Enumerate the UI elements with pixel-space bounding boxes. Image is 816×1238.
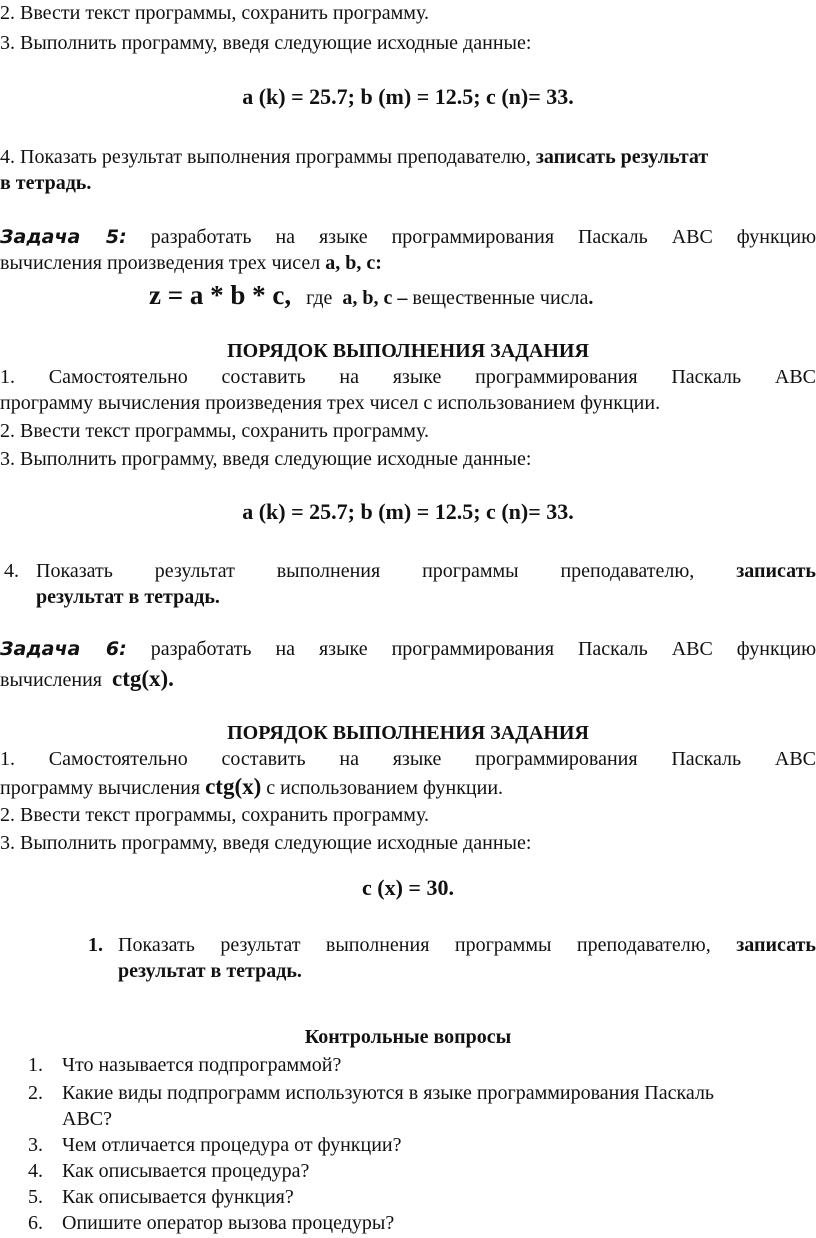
task-5-step-1-line-1: 1. Самостоятельно составить на языке программирования Паскаль ABC — [0, 366, 816, 388]
question-1-text: Что называется подпрограммой? — [62, 1054, 342, 1076]
task-6-step-4-line-1 — [118, 932, 816, 958]
task-5-description-cont: вычисления произведения трех чисел — [0, 252, 321, 274]
task-5-variables: a, b, c: — [325, 252, 382, 274]
task-6-procedure-heading: ПОРЯДОК ВЫПОЛНЕНИЯ ЗАДАНИЯ — [227, 722, 589, 744]
task-5-step-4-line-2: результат в тетрадь. — [36, 586, 220, 608]
task-5-formula-line — [149, 282, 749, 311]
step-4-bold-text: записать результат — [535, 146, 709, 168]
task-6-description-cont: вычисления — [0, 669, 102, 691]
question-5-number: 5. — [28, 1186, 43, 1208]
task-5-line-2 — [0, 250, 816, 276]
question-3-number: 3. — [28, 1134, 43, 1156]
task-5-where: где — [306, 287, 333, 309]
control-questions-heading: Контрольные вопросы — [304, 1026, 512, 1048]
step-4-text: 4. Показать результат выполнения программы преподавателю, — [0, 146, 531, 168]
question-6-number: 6. — [28, 1212, 43, 1234]
task-5-step-1-line-2: программу вычисления произведения трех чисел с использованием функции. — [0, 392, 661, 414]
question-2-number: 2. — [28, 1082, 43, 1104]
task-5-formula-tail: вещественные числа — [412, 287, 589, 309]
step-3-text: 3. Выполнить программу, введя следующие исходные данные: — [0, 32, 532, 54]
task-5-label: Задача 5: — [0, 226, 127, 248]
task-6-step-3: 3. Выполнить программу, введя следующие исходные данные: — [0, 832, 532, 854]
step-2-text: 2. Ввести текст программы, сохранить программу. — [0, 2, 429, 24]
task-6-step-4-bold: записать — [736, 934, 816, 956]
task-6-step-4-line-2: результат в тетрадь. — [118, 960, 302, 982]
task-6-step-2: 2. Ввести текст программы, сохранить программу. — [0, 804, 429, 826]
step-4-line-2: в тетрадь. — [0, 172, 92, 194]
task-5-line-1 — [0, 224, 816, 250]
task-6-step-1-text-b: с использованием функции. — [266, 777, 504, 799]
input-data-formula: a (k) = 25.7; b (m) = 12.5; c (n)= 33. — [242, 84, 574, 109]
task-5-dash: – — [397, 287, 408, 309]
task-6-description: разработать на языке программирования Паскаль ABC функцию — [150, 638, 816, 660]
task-5-input-formula: a (k) = 25.7; b (m) = 12.5; c (n)= 33. — [242, 499, 574, 524]
question-5-text: Как описывается функция? — [62, 1186, 294, 1208]
task-6-step-4-number: 1. — [88, 934, 103, 956]
task-5-step-3: 3. Выполнить программу, введя следующие исходные данные: — [0, 448, 532, 470]
task-5-formula: z = a * b * c, — [149, 280, 292, 310]
question-6-text: Опишите оператор вызова процедуры? — [62, 1212, 395, 1234]
task-5-procedure-heading: ПОРЯДОК ВЫПОЛНЕНИЯ ЗАДАНИЯ — [227, 340, 589, 362]
task-5-step-2: 2. Ввести текст программы, сохранить программу. — [0, 420, 429, 442]
task-6-step-1-function: ctg(x) — [205, 774, 262, 799]
question-4-text: Как описывается процедура? — [62, 1160, 310, 1182]
task-5-step-4-bold: записать — [736, 560, 816, 582]
question-1-number: 1. — [28, 1054, 43, 1076]
task-6-line-2 — [0, 666, 816, 693]
task-6-label: Задача 6: — [0, 638, 127, 660]
task-5-formula-dot: . — [588, 287, 594, 309]
question-2-text: Какие виды подпрограмм используются в языке программирования Паскаль — [62, 1082, 715, 1104]
task-6-function: ctg(x). — [111, 666, 174, 691]
question-2-text-cont: ABC? — [62, 1108, 112, 1130]
question-3-text: Чем отличается процедура от функции? — [62, 1134, 402, 1156]
task-5-step-4-number: 4. — [4, 560, 19, 582]
step-4-line-1 — [0, 144, 816, 170]
task-6-step-4-text: Показать результат выполнения программы преподавателю, — [118, 934, 711, 956]
task-5-description: разработать на языке программирования Паскаль ABC функцию — [150, 226, 816, 248]
question-4-number: 4. — [28, 1160, 43, 1182]
task-6-step-1-text-a: программу вычисления — [0, 777, 201, 799]
task-6-step-1-line-1: 1. Самостоятельно составить на языке программирования Паскаль ABC — [0, 748, 816, 770]
task-5-step-4-line-1 — [36, 558, 816, 584]
task-5-step-4-text: Показать результат выполнения программы преподавателю, — [36, 560, 695, 582]
task-6-input-formula: c (x) = 30. — [362, 875, 454, 900]
task-6-step-1-line-2 — [0, 774, 816, 801]
task-6-line-1 — [0, 636, 816, 662]
task-5-formula-vars: a, b, c — [342, 287, 393, 309]
